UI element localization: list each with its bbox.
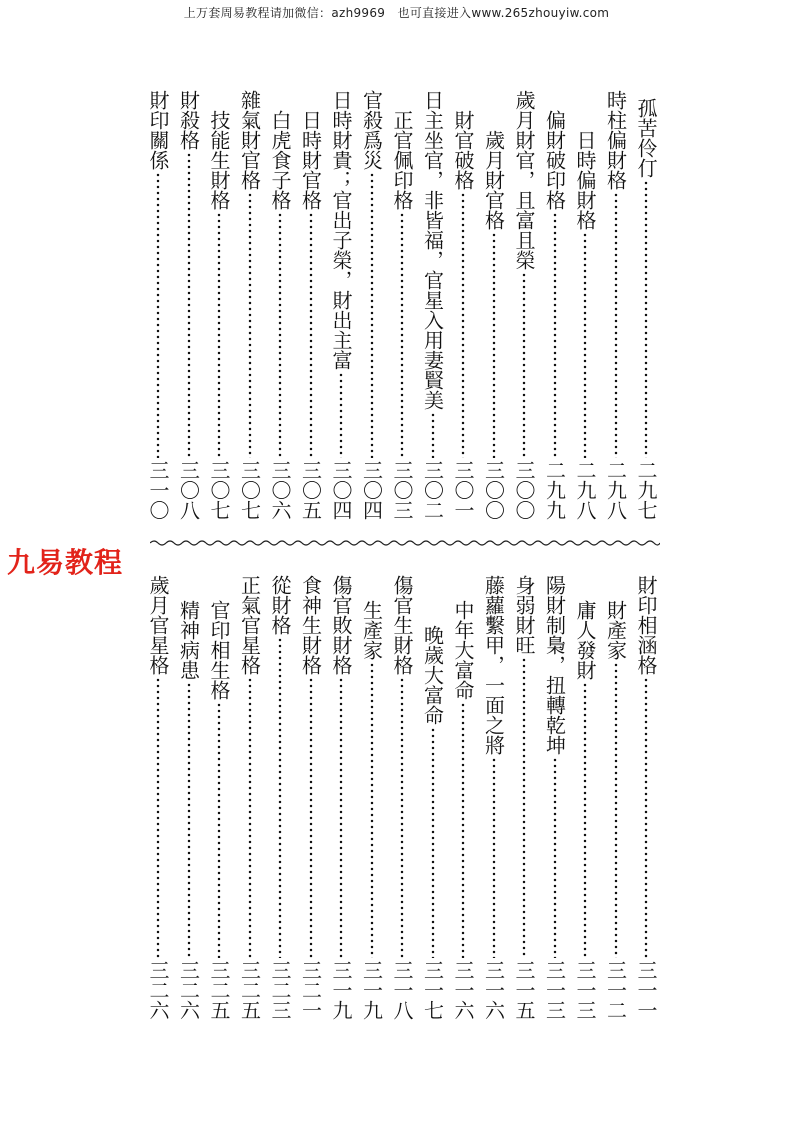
toc-entry-title: 日時財官格 xyxy=(298,110,323,210)
toc-entry-page-number: 三二一 xyxy=(298,960,323,1020)
dot-leader xyxy=(339,677,343,958)
dot-leader xyxy=(217,702,221,958)
toc-entry[interactable] xyxy=(359,600,385,1020)
toc-entry-page-number: 三〇二 xyxy=(420,460,445,520)
toc-entry-page-number: 三〇三 xyxy=(390,460,414,520)
toc-entry[interactable] xyxy=(542,575,568,1020)
toc-entry-page-number: 三〇一 xyxy=(451,460,475,520)
toc-entry-title: 精神病患 xyxy=(176,600,201,680)
dot-leader xyxy=(187,152,191,458)
dot-leader xyxy=(583,232,587,458)
toc-entry-page-number: 三二五 xyxy=(207,960,231,1020)
toc-entry[interactable] xyxy=(633,98,659,520)
toc-entry[interactable] xyxy=(206,600,232,1020)
toc-entry[interactable] xyxy=(572,130,598,520)
toc-entry[interactable] xyxy=(237,90,263,520)
toc-entry-page-number: 三一三 xyxy=(573,960,597,1020)
dot-leader xyxy=(278,212,282,458)
toc-entry-title: 白虎食子格 xyxy=(268,110,292,210)
toc-entry-title: 日主坐官，非皆福，官星入用妻賢美 xyxy=(420,90,445,410)
toc-entry-title: 歲月官星格 xyxy=(146,575,170,675)
dot-leader xyxy=(217,212,221,458)
toc-entry-title: 官印相生格 xyxy=(207,600,231,700)
toc-entry-page-number: 三〇五 xyxy=(298,460,323,520)
toc-entry[interactable] xyxy=(450,600,476,1020)
toc-entry-page-number: 三一九 xyxy=(329,960,353,1020)
toc-entry-title: 財印相涵格 xyxy=(634,575,658,675)
toc-entry-title: 雜氣財官格 xyxy=(237,90,262,190)
dot-leader xyxy=(644,180,648,458)
toc-entry-page-number: 二九八 xyxy=(603,460,628,520)
dot-leader xyxy=(248,192,252,458)
toc-entry-page-number: 三〇四 xyxy=(329,460,353,520)
toc-entry-title: 偏財破印格 xyxy=(542,110,567,210)
toc-entry[interactable] xyxy=(145,90,171,520)
dot-leader xyxy=(522,657,526,958)
toc-entry-title: 財印關係 xyxy=(146,90,170,170)
toc-entry-title: 晚歲大富命 xyxy=(420,625,445,725)
toc-entry[interactable] xyxy=(389,575,415,1020)
toc-entry-title: 日時偏財格 xyxy=(573,130,597,230)
toc-entry-page-number: 三一五 xyxy=(512,960,536,1020)
toc-entry-page-number: 三〇〇 xyxy=(481,460,506,520)
toc-entry-title: 財產家 xyxy=(603,600,628,660)
toc-entry-title: 正氣官星格 xyxy=(237,575,262,675)
toc-entry[interactable] xyxy=(603,600,629,1020)
toc-entry[interactable] xyxy=(450,110,476,520)
toc-entry-page-number: 三二三 xyxy=(268,960,292,1020)
toc-entry-title: 歲月財官格 xyxy=(481,130,506,230)
toc-entry[interactable] xyxy=(572,600,598,1020)
dot-leader xyxy=(461,702,465,958)
toc-entry-page-number: 三一七 xyxy=(420,960,445,1020)
toc-entry[interactable] xyxy=(420,625,446,1020)
toc-section-bottom xyxy=(0,575,793,1020)
toc-entry-page-number: 三二五 xyxy=(237,960,262,1020)
toc-entry-page-number: 二九七 xyxy=(634,460,658,520)
dot-leader xyxy=(187,682,191,958)
toc-entry-page-number: 三〇〇 xyxy=(512,460,536,520)
toc-entry[interactable] xyxy=(511,575,537,1020)
dot-leader xyxy=(431,727,435,958)
toc-entry[interactable] xyxy=(267,110,293,520)
toc-entry-title: 傷官生財格 xyxy=(390,575,414,675)
watermark-logo: 九易教程 xyxy=(7,546,124,579)
toc-entry-page-number: 三〇七 xyxy=(237,460,262,520)
toc-entry[interactable] xyxy=(603,90,629,520)
toc-entry[interactable] xyxy=(176,600,202,1020)
toc-entry[interactable] xyxy=(481,130,507,520)
toc-entry-page-number: 三一三 xyxy=(542,960,567,1020)
toc-entry[interactable] xyxy=(328,575,354,1020)
toc-entry-title: 藤蘿繫甲，一面之將 xyxy=(481,575,506,755)
dot-leader xyxy=(461,192,465,458)
dot-leader xyxy=(431,412,435,458)
page-header-banner: 上万套周易教程请加微信：azh9969 也可直接进入www.265zhouyiw.com xyxy=(183,6,610,20)
toc-entry-page-number: 三〇六 xyxy=(268,460,292,520)
toc-entry-page-number: 三〇七 xyxy=(207,460,231,520)
toc-entry[interactable] xyxy=(481,575,507,1020)
dot-leader xyxy=(370,172,374,458)
toc-entry-title: 身弱財旺 xyxy=(512,575,536,655)
toc-entry-page-number: 三一九 xyxy=(359,960,384,1020)
toc-entry[interactable] xyxy=(389,110,415,520)
toc-entry-title: 正官佩印格 xyxy=(390,110,414,210)
section-divider xyxy=(150,538,660,548)
dot-leader xyxy=(278,637,282,958)
toc-entry-title: 生產家 xyxy=(359,600,384,660)
toc-entry[interactable] xyxy=(542,110,568,520)
dot-leader xyxy=(309,212,313,458)
toc-entry-page-number: 三一八 xyxy=(390,960,414,1020)
dot-leader xyxy=(156,677,160,958)
dot-leader xyxy=(400,677,404,958)
dot-leader xyxy=(492,757,496,958)
toc-entry-title: 財官破格 xyxy=(451,110,475,190)
toc-entry[interactable] xyxy=(328,90,354,520)
dot-leader xyxy=(309,677,313,958)
toc-entry[interactable] xyxy=(359,90,385,520)
toc-entry[interactable] xyxy=(145,575,171,1020)
dot-leader xyxy=(614,192,618,458)
toc-entry-title: 歲月財官，且富且榮 xyxy=(512,90,536,270)
toc-entry-title: 傷官敗財格 xyxy=(329,575,353,675)
toc-entry[interactable] xyxy=(267,575,293,1020)
dot-leader xyxy=(156,172,160,458)
dot-leader xyxy=(583,682,587,958)
toc-entry-page-number: 三〇四 xyxy=(359,460,384,520)
toc-entry[interactable] xyxy=(176,90,202,520)
toc-entry-title: 中年大富命 xyxy=(451,600,475,700)
toc-entry-page-number: 三二六 xyxy=(146,960,170,1020)
dot-leader xyxy=(644,677,648,958)
toc-entry-page-number: 三二六 xyxy=(176,960,201,1020)
dot-leader xyxy=(522,272,526,458)
dot-leader xyxy=(492,232,496,458)
toc-entry-page-number: 三〇八 xyxy=(176,460,201,520)
toc-entry[interactable] xyxy=(298,575,324,1020)
dot-leader xyxy=(614,662,618,958)
toc-entry-page-number: 三一一 xyxy=(634,960,658,1020)
dot-leader xyxy=(553,212,557,458)
toc-entry-page-number: 三一〇 xyxy=(146,460,170,520)
toc-entry-title: 食神生財格 xyxy=(298,575,323,675)
toc-entry-page-number: 二九九 xyxy=(542,460,567,520)
dot-leader xyxy=(339,372,343,458)
dot-leader xyxy=(400,212,404,458)
toc-entry-page-number: 三一六 xyxy=(481,960,506,1020)
toc-entry-title: 庸人發財 xyxy=(573,600,597,680)
toc-entry-title: 官殺爲災 xyxy=(359,90,384,170)
dot-leader xyxy=(370,662,374,958)
toc-entry-title: 孤苦伶仃 xyxy=(634,98,658,178)
toc-entry[interactable] xyxy=(420,90,446,520)
toc-entry[interactable] xyxy=(206,110,232,520)
toc-entry-title: 技能生財格 xyxy=(207,110,231,210)
toc-entry-title: 財殺格 xyxy=(176,90,201,150)
toc-entry[interactable] xyxy=(237,575,263,1020)
toc-entry-title: 從財格 xyxy=(268,575,292,635)
dot-leader xyxy=(553,757,557,958)
toc-entry-title: 日時財貴；官出子榮，財出主富 xyxy=(329,90,353,370)
dot-leader xyxy=(248,677,252,958)
toc-entry[interactable] xyxy=(633,575,659,1020)
toc-entry-title: 陽財制梟，扭轉乾坤 xyxy=(542,575,567,755)
toc-entry[interactable] xyxy=(298,110,324,520)
toc-entry-title: 時柱偏財格 xyxy=(603,90,628,190)
toc-section-top xyxy=(0,90,793,520)
toc-entry-page-number: 三一二 xyxy=(603,960,628,1020)
toc-entry[interactable] xyxy=(511,90,537,520)
toc-entry-page-number: 三一六 xyxy=(451,960,475,1020)
toc-entry-page-number: 二九八 xyxy=(573,460,597,520)
